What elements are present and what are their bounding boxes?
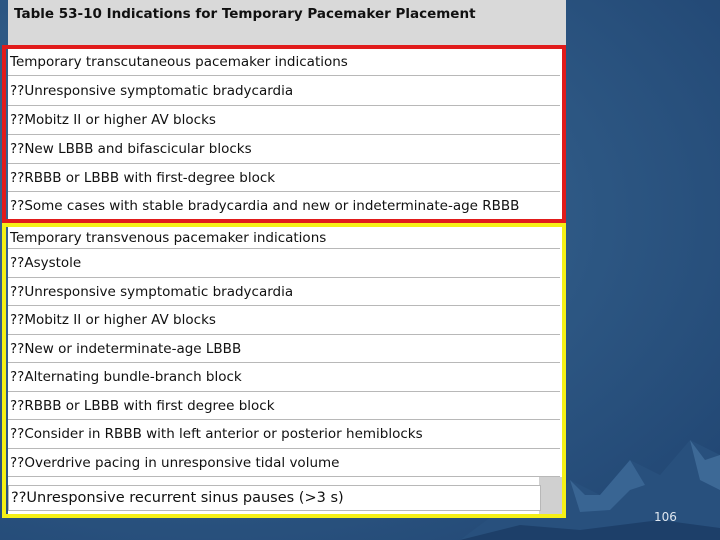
table-title: Table 53-10 Indications for Temporary Pacemaker Placement [8,0,566,45]
list-item: ??Unresponsive symptomatic bradycardia [8,77,560,106]
list-item: ??RBBB or LBBB with first degree block [8,392,560,420]
transcutaneous-group [2,45,566,223]
list-item-highlight: ??Unresponsive recurrent sinus pauses (>3 s) [8,485,541,511]
list-item: ??RBBB or LBBB with first-degree block [8,164,560,192]
list-item: ??Mobitz II or higher AV blocks [8,306,560,335]
table-edge-strip [539,477,562,514]
list-item: ??New or indeterminate-age LBBB [8,335,560,363]
transvenous-heading: Temporary transvenous pacemaker indications [8,227,560,249]
list-item: ??Unresponsive symptomatic bradycardia [8,278,560,306]
list-item: ??Some cases with stable bradycardia and new or indeterminate-age RBBB [10,198,520,214]
transcutaneous-heading: Temporary transcutaneous pacemaker indications [8,49,560,76]
list-item: ??Consider in RBBB with left anterior or posterior hemiblocks [8,420,560,449]
list-item: ??Mobitz II or higher AV blocks [8,106,560,135]
list-item: ??Alternating bundle-branch block [8,363,560,392]
list-item: ??Asystole [8,249,560,278]
transvenous-group [2,223,566,518]
list-item: ??New LBBB and bifascicular blocks [8,135,560,164]
list-item: ??Overdrive pacing in unresponsive tidal volume [8,449,560,477]
page-number: 106 [654,510,677,524]
